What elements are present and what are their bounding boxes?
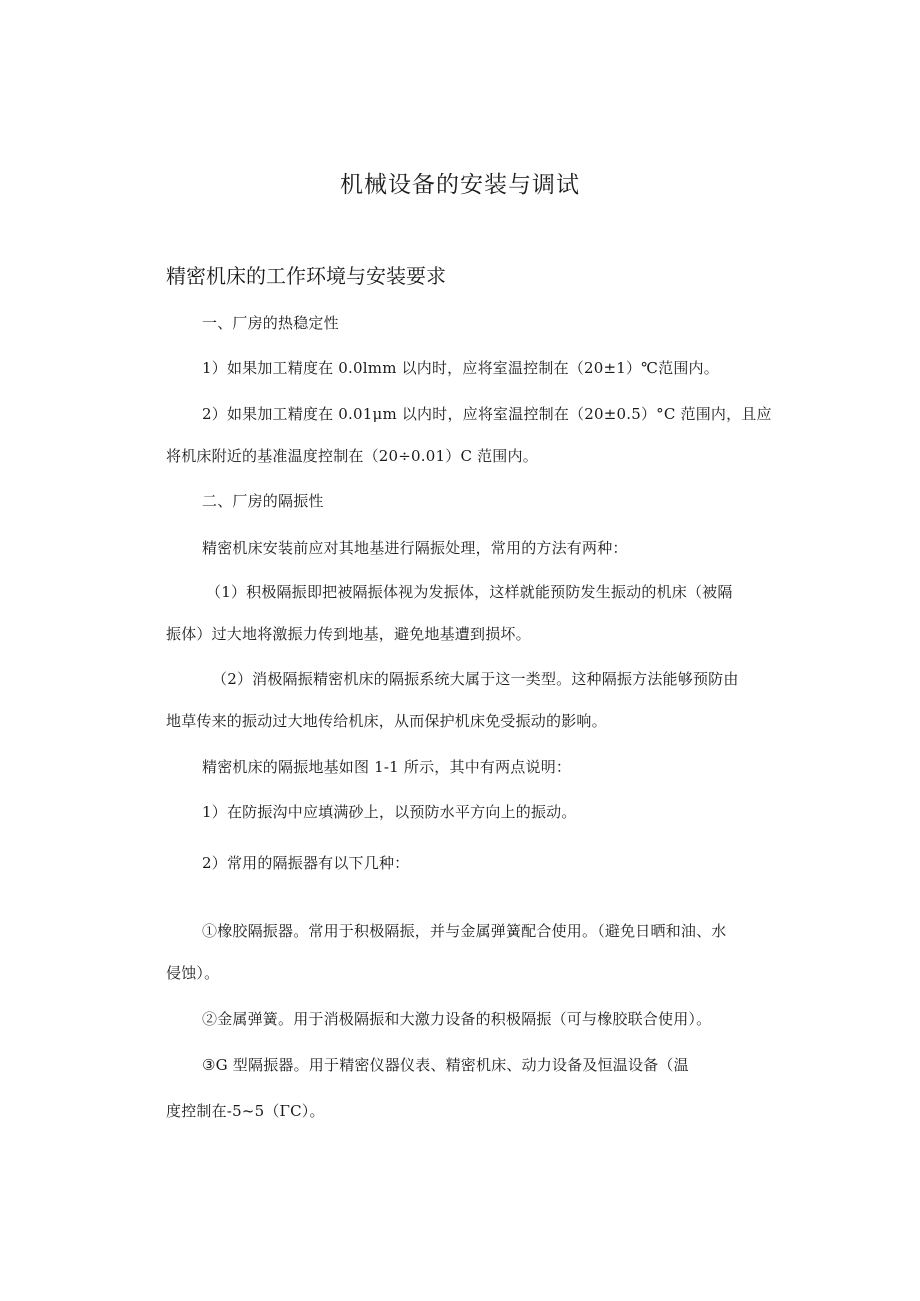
figure-note: 精密机床的隔振地基如图 1-1 所示，其中有两点说明： bbox=[202, 758, 572, 776]
part1-heading: 一、厂房的热稳定性 bbox=[202, 314, 339, 332]
method2-line2: 地草传来的振动过大地传给机床，从而保护机床免受振动的影响。 bbox=[166, 712, 607, 730]
part1-item2-line2: 将机床附近的基准温度控制在（20÷0.01）C 范围内。 bbox=[166, 447, 538, 465]
note2: 2）常用的隔振器有以下几种： bbox=[202, 854, 410, 872]
method2-line1: （2）消极隔振精密机床的隔振系统大属于这一类型。这种隔振方法能够预防由 bbox=[212, 670, 739, 688]
method1-line1: （1）积极隔振即把被隔振体视为发振体，这样就能预防发生振动的机床（被隔 bbox=[206, 583, 733, 601]
part1-item2-line1: 2）如果加工精度在 0.01μm 以内时，应将室温控制在（20±0.5）°C 范围内，且应 bbox=[202, 405, 772, 423]
method1-line2: 振体）过大地将激振力传到地基，避免地基遭到损坏。 bbox=[166, 625, 531, 643]
part2-intro: 精密机床安装前应对其地基进行隔振处理，常用的方法有两种： bbox=[202, 539, 628, 557]
document-title: 机械设备的安装与调试 bbox=[340, 172, 580, 198]
isolator3-line1: ③G 型隔振器。用于精密仪器仪表、精密机床、动力设备及恒温设备（温 bbox=[202, 1056, 689, 1074]
isolator3-line2: 度控制在-5~5（ΓC）。 bbox=[166, 1102, 325, 1120]
part2-heading: 二、厂房的隔振性 bbox=[202, 492, 324, 510]
section-heading: 精密机床的工作环境与安装要求 bbox=[166, 264, 446, 288]
isolator1-line2: 侵蚀）。 bbox=[166, 964, 220, 982]
part1-item1: 1）如果加工精度在 0.0lmm 以内时，应将室温控制在（20±1）℃范围内。 bbox=[202, 359, 719, 377]
note1: 1）在防振沟中应填满砂上，以预防水平方向上的振动。 bbox=[202, 803, 577, 821]
isolator1-line1: ①橡胶隔振器。常用于积极隔振，并与金属弹簧配合使用。（避免日晒和油、水 bbox=[202, 922, 727, 940]
isolator2: ②金属弹簧。用于消极隔振和大激力设备的积极隔振（可与橡胶联合使用）。 bbox=[202, 1010, 712, 1028]
